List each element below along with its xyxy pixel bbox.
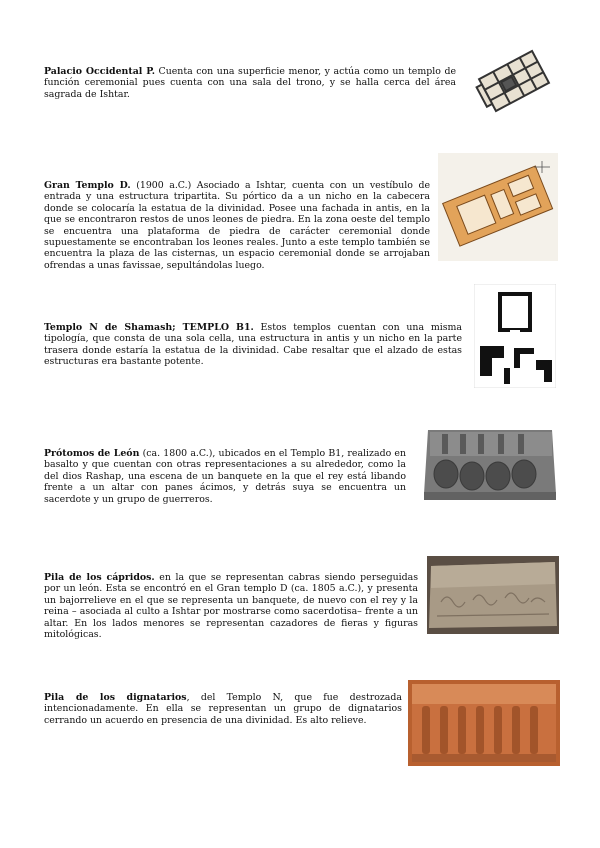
gran-templo-plan-image <box>438 153 558 261</box>
entry-term: Palacio Occidental P. <box>44 66 155 77</box>
pila-capridos-photo <box>427 556 559 634</box>
entry-pila-capridos <box>44 572 418 640</box>
entry-term: Pila de los cápridos. <box>44 572 155 583</box>
entry-text: (1900 a.C.) Asociado a Ishtar, cuenta con un vestíbulo de entrada y una estructura tripartita. Su pórtico da a un nicho en la cabecera donde se colocaría la estatua de la divinidad. Posee una fachada in antis, en la que se encontraron restos de unos leones de piedra. En la zona oeste del templo se encuentra una plataforma de piedra de carácter ceremonial donde supuestamente se encontraban los leones reales. Junto a este templo también se encuentra la plaza de las cisternas, un espacio ceremonial donde se arrojaban ofrendas a unas favissae, sepultándolas luego. <box>44 180 430 271</box>
protomos-leon-photo <box>420 424 560 508</box>
templo-n-plan-image <box>474 284 556 388</box>
entry-pila-dignatarios <box>44 692 402 726</box>
entry-term: Gran Templo D. <box>44 180 131 191</box>
pila-dignatarios-photo <box>408 680 560 766</box>
entry-gran-templo-d <box>44 180 430 271</box>
entry-text: , del Templo N, que fue destrozada intencionadamente. En ella se representan un grupo de dignatarios cerrando un acuerdo en presencia de una divinidad. Es alto relieve. <box>44 692 402 726</box>
entry-text: Estos templos cuentan con una misma tipología, que consta de una sola cella, una estructura in antis y un nicho en la parte trasera donde estaría la estatua de la divinidad. Cabe resaltar que el alzado de estas estructuras era bastante potente. <box>44 322 462 368</box>
entry-term: Pila de los dignatarios <box>44 692 187 703</box>
entry-text: Cuenta con una superficie menor, y actúa como un templo de función ceremonial pues cuenta con una sala del trono, y se halla cerca del área sagrada de Ishtar. <box>44 66 456 100</box>
entry-palacio-occidental <box>44 66 456 100</box>
entry-templo-n-shamash <box>44 322 462 368</box>
entry-term: Templo N de Shamash; TEMPLO B1. <box>44 322 254 333</box>
entry-text: (ca. 1800 a.C.), ubicados en el Templo B1, realizado en basalto y que cuentan con otras representaciones a su alrededor, como la del dios Rashap, una escena de un banquete en la que el rey está libando frente a un altar con panes ácimos, y detrás suya se encuentra un sacerdote y un grupo de guerreros. <box>44 448 406 505</box>
entry-term: Prótomos de León <box>44 448 140 459</box>
palacio-plan-image <box>470 45 558 117</box>
entry-protomos-leon <box>44 448 406 505</box>
entry-text: en la que se representan cabras siendo perseguidas por un león. Esta se encontró en el Gran templo D (ca. 1805 a.C.), y presenta un bajorrelieve en el que se representa un banquete, de nuevo con el rey y la reina – asociada al culto a Ishtar por mostrarse como sacerdotisa– frente a un altar. En los lados menores se representan cazadores de fieras y figuras mitológicas. <box>44 572 419 641</box>
